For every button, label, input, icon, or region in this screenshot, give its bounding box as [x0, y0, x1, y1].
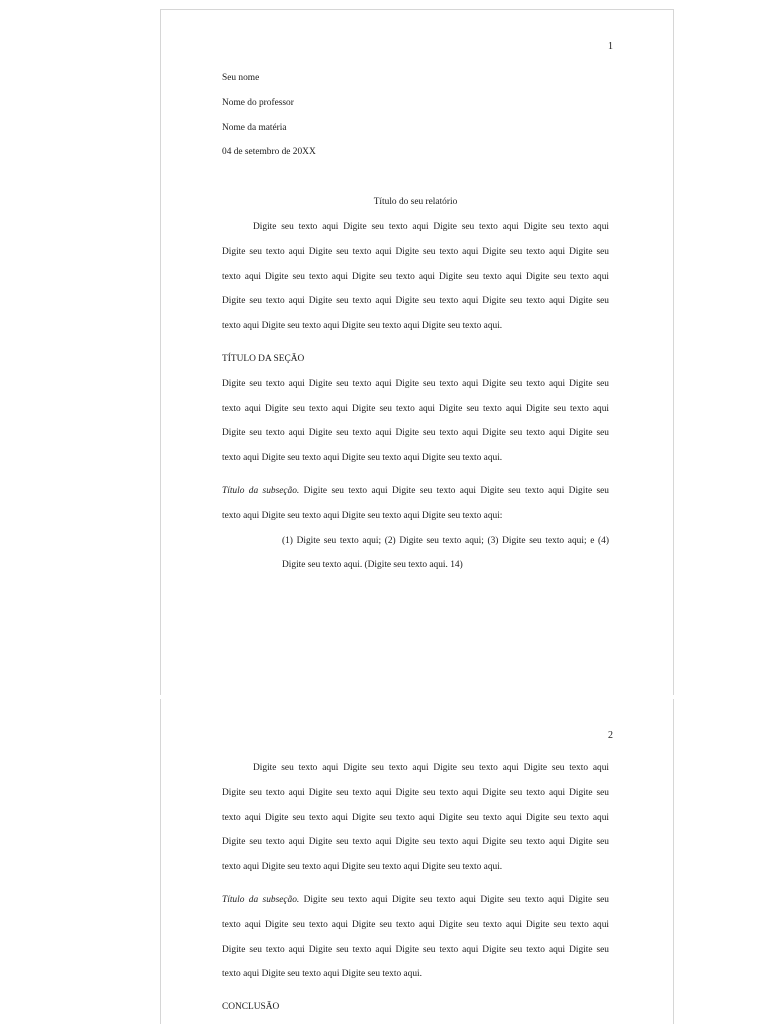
paragraph-line: Digite seu texto aqui Digite seu texto aqui Digite seu texto aqui Digite seu texto aqui Digite seu [222, 428, 609, 439]
quote-line: (1) Digite seu texto aqui; (2) Digite seu texto aqui; (3) Digite seu texto aqui; e (4) [282, 535, 609, 546]
paragraph-line: texto aqui Digite seu texto aqui Digite seu texto aqui Digite seu texto aqui. [222, 862, 503, 873]
paragraph-line: Digite seu texto aqui Digite seu texto aqui Digite seu texto aqui Digite seu texto aqui Digite seu [222, 787, 609, 798]
paragraph-text: Digite seu texto aqui Digite seu texto aqui Digite seu texto aqui Digite seu [299, 894, 609, 905]
page-number: 2 [608, 730, 613, 741]
paragraph-line: Digite seu texto aqui Digite seu texto aqui Digite seu texto aqui Digite seu texto aqui Digite seu [222, 246, 609, 257]
paragraph-line: Digite seu texto aqui Digite seu texto aqui Digite seu texto aqui Digite seu texto aqui Digite seu [222, 944, 609, 955]
subsection-paragraph [222, 479, 609, 529]
paragraph-text: Digite seu texto aqui Digite seu texto aqui Digite seu texto aqui Digite seu [299, 485, 609, 496]
page-number: 1 [608, 41, 613, 52]
paragraph-line: texto aqui Digite seu texto aqui Digite seu texto aqui Digite seu texto aqui Digite seu texto aqui [222, 271, 609, 282]
quote-line: Digite seu texto aqui. (Digite seu texto aqui. 14) [282, 560, 463, 571]
paragraph-line: texto aqui Digite seu texto aqui Digite seu texto aqui. [222, 969, 422, 980]
document-page-2 [160, 699, 674, 1024]
paragraph-line [222, 479, 609, 504]
paragraph-line: texto aqui Digite seu texto aqui Digite seu texto aqui Digite seu texto aqui. [222, 453, 503, 464]
page-content [222, 66, 609, 578]
subsection-title: Título da subseção. [222, 485, 300, 496]
intro-paragraph [222, 215, 609, 339]
paragraph-line: texto aqui Digite seu texto aqui Digite seu texto aqui Digite seu texto aqui Digite seu texto aqui [222, 403, 609, 414]
page-content [222, 756, 609, 1020]
section-heading: TÍTULO DA SEÇÃO [222, 353, 305, 364]
section-paragraph [222, 372, 609, 471]
document-date: 04 de setembro de 20XX [222, 147, 316, 158]
subject-name: Nome da matéria [222, 122, 287, 133]
paragraph-line: Digite seu texto aqui Digite seu texto aqui Digite seu texto aqui Digite seu texto aqui Digite seu [222, 378, 609, 389]
paragraph-line: Digite seu texto aqui Digite seu texto aqui Digite seu texto aqui Digite seu texto aqui [253, 763, 609, 773]
report-title: Título do seu relatório [373, 197, 458, 208]
paragraph-line [222, 888, 609, 913]
paragraph-line: texto aqui Digite seu texto aqui Digite seu texto aqui Digite seu texto aqui Digite seu texto aqui [222, 919, 609, 930]
paragraph-line: Digite seu texto aqui Digite seu texto aqui Digite seu texto aqui Digite seu texto aqui Digite seu [222, 837, 609, 848]
paragraph-line: Digite seu texto aqui Digite seu texto aqui Digite seu texto aqui Digite seu texto aqui [253, 221, 609, 232]
subsection-title: Título da subseção. [222, 894, 300, 905]
document-page-1 [160, 9, 674, 695]
block-quote [222, 529, 609, 579]
author-name: Seu nome [222, 73, 260, 83]
subsection-paragraph [222, 888, 609, 987]
paragraph-line: texto aqui Digite seu texto aqui Digite seu texto aqui Digite seu texto aqui: [222, 510, 503, 521]
conclusion-heading: CONCLUSÃO [222, 1002, 280, 1013]
paragraph-line: Digite seu texto aqui Digite seu texto aqui Digite seu texto aqui Digite seu texto aqui Digite seu [222, 296, 609, 307]
paragraph-line: texto aqui Digite seu texto aqui Digite seu texto aqui Digite seu texto aqui. [222, 321, 503, 332]
paragraph-line: texto aqui Digite seu texto aqui Digite seu texto aqui Digite seu texto aqui Digite seu texto aqui [222, 812, 609, 823]
professor-name: Nome do professor [222, 97, 294, 108]
intro-paragraph [222, 756, 609, 880]
